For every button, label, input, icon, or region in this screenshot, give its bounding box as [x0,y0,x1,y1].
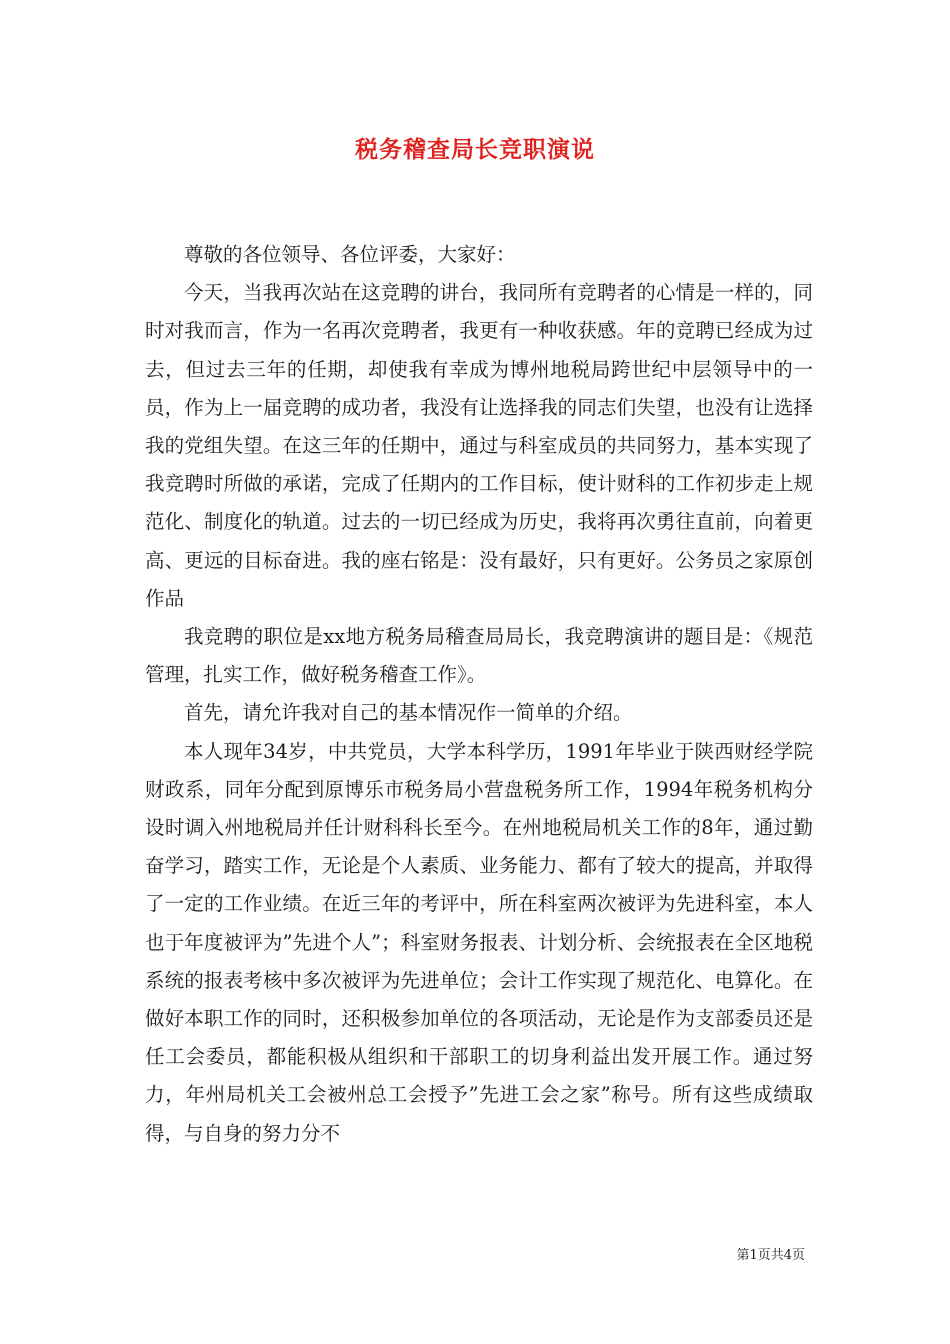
body-paragraph-4: 本人现年34岁，中共党员，大学本科学历，1991年毕业于陕西财经学院财政系，同年分配到原博乐市税务局小营盘税务所工作，1994年税务机构分设时调入州地税局并任计财科科长至今。在州地税局机关工作的8年，通过勤奋学习，踏实工作，无论是个人素质、业务能力、都有了较大的提高，并取得了一定的工作业绩。在近三年的考评中，所在科室两次被评为先进科室，本人也于年度被评为”先进个人”；科室财务报表、计划分析、会统报表在全区地税系统的报表考核中多次被评为先进单位；会计工作实现了规范化、电算化。在做好本职工作的同时，还积极参加单位的各项活动，无论是作为支部委员还是任工会委员，都能积极从组织和干部职工的切身利益出发开展工作。通过努力，年州局机关工会被州总工会授予”先进工会之家”称号。所有这些成绩取得，与自身的努力分不 [145,739,813,1145]
document-body [145,236,813,1153]
body-paragraph-1: 今天，当我再次站在这竞聘的讲台，我同所有竞聘者的心情是一样的，同时对我而言，作为一名再次竞聘者，我更有一种收获感。年的竞聘已经成为过去，但过去三年的任期，却使我有幸成为博州地税局跨世纪中层领导中的一员，作为上一届竞聘的成功者，我没有让选择我的同志们失望，也没有让选择我的党组失望。在这三年的任期中，通过与科室成员的共同努力，基本实现了我竞聘时所做的承诺，完成了任期内的工作目标，使计财科的工作初步走上规范化、制度化的轨道。过去的一切已经成为历史，我将再次勇往直前，向着更高、更远的目标奋进。我的座右铭是：没有最好，只有更好。公务员之家原创作品 [145,281,813,610]
document-title: 税务稽查局长竞职演说 [355,136,595,163]
salutation-paragraph: 尊敬的各位领导、各位评委，大家好： [184,243,516,266]
body-paragraph-3: 首先，请允许我对自己的基本情况作一简单的介绍。 [184,701,633,725]
body-paragraph-2: 我竞聘的职位是xx地方税务局稽查局局长，我竞聘演讲的题目是：《规范管理，扎实工作，做好税务稽查工作》。 [145,625,813,687]
page-number-footer: 第1页共4页 [736,1248,805,1263]
